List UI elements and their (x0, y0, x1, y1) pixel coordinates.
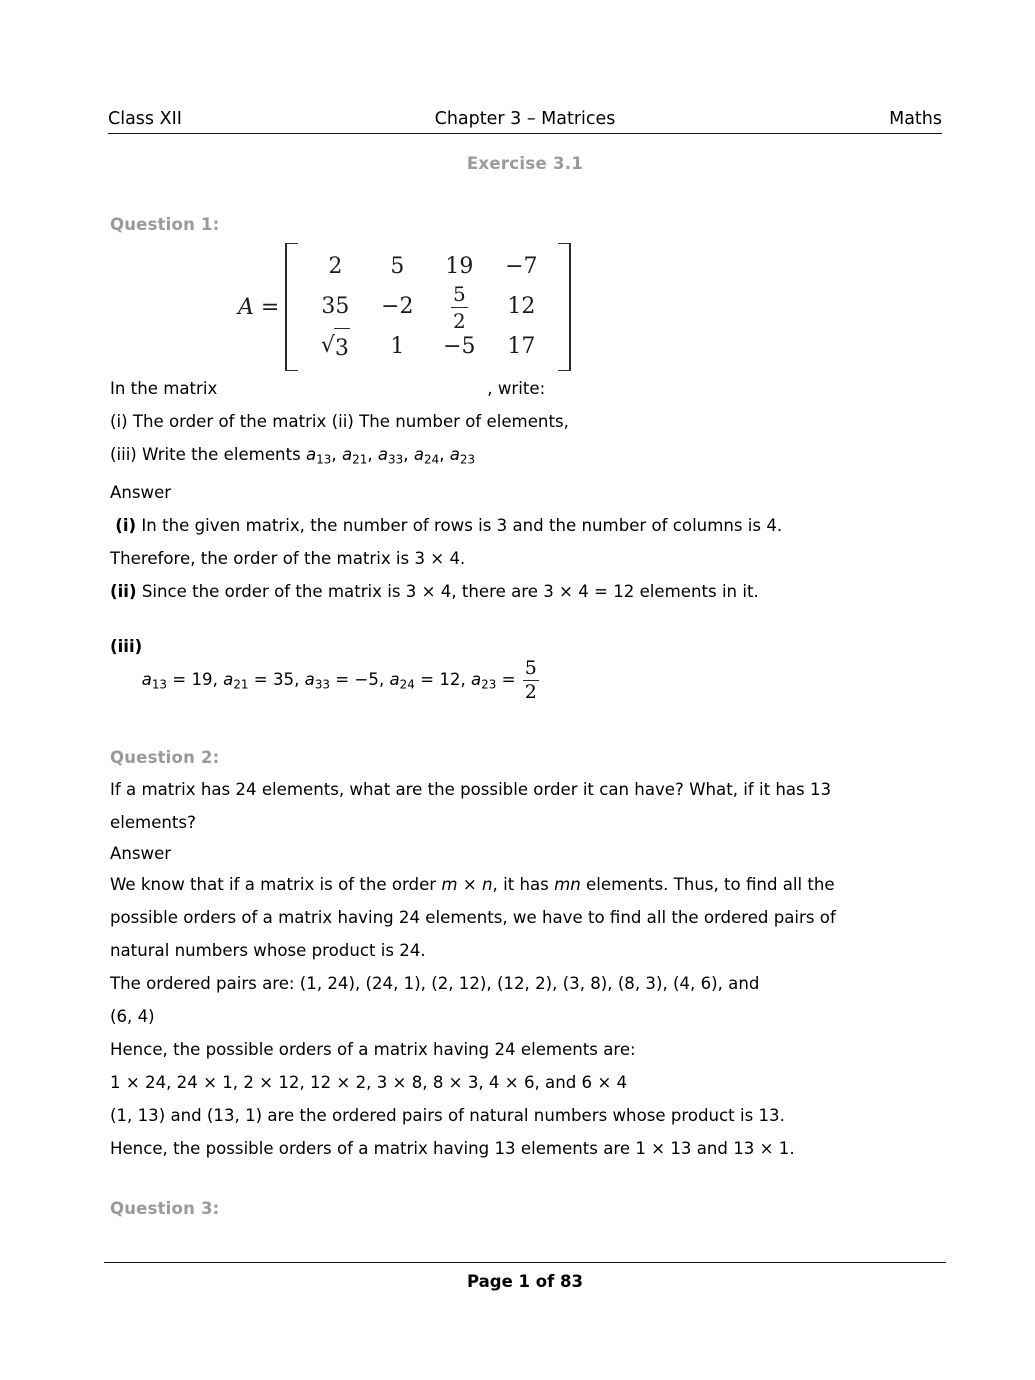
answer-a33-value: = −5, (330, 670, 390, 690)
element-a13: $a_{13}$ (306, 445, 332, 467)
question-2-answer-line-8: (1, 13) and (13, 1) are the ordered pairs of natural numbers whose product is 13. (110, 1106, 785, 1126)
matrix-left-bracket (285, 243, 298, 371)
answer-i-label: (i) (115, 516, 137, 536)
intro-prefix-text: In the matrix (110, 379, 218, 398)
question-3-heading: Question 3: (110, 1199, 220, 1219)
square-root-icon: √ 3 (321, 326, 350, 369)
question-2-answer-line-2: possible orders of a matrix having 24 elements, we have to find all the ordered pairs of (110, 908, 836, 928)
element-a24: $a_{24}$ (413, 445, 440, 467)
matrix-cell-r3c1 (321, 327, 350, 367)
element-a23: $a_{23}$ (449, 445, 476, 467)
matrix-cell-r3c2: 1 (390, 334, 405, 359)
question-2-prompt-line-2: elements? (110, 813, 196, 833)
ans2-l1-part-a: We know that if a matrix is of the order (110, 875, 442, 895)
matrix-cell-r3c3: −5 (443, 334, 476, 359)
question-2-answer-line-6: Hence, the possible orders of a matrix having 24 elements are: (110, 1040, 636, 1060)
answer-ii-label: (ii) (110, 582, 137, 602)
matrix-cell-r2c1: 35 (321, 294, 350, 319)
answer-part-i (110, 509, 942, 542)
header-subject-label: Maths (889, 109, 942, 129)
answer-element-a23: $a_{23}$ (471, 670, 497, 692)
matrix-cell-r2c4: 12 (507, 294, 536, 319)
matrix-equation (238, 243, 571, 371)
matrix-graphic-zone (110, 243, 942, 383)
header-class-label: Class XII (108, 109, 182, 129)
question-2-heading: Question 2: (110, 748, 220, 768)
question-2-answer-line-9: Hence, the possible orders of a matrix having 13 elements are 1 × 13 and 13 × 1. (110, 1139, 795, 1159)
question-2-answer-line-7: 1 × 24, 24 × 1, 2 × 12, 12 × 2, 3 × 8, 8 × 3, 4 × 6, and 6 × 4 (110, 1073, 628, 1093)
question-1-part-i-ii: (i) The order of the matrix (ii) The number of elements, (110, 412, 569, 431)
matrix-cell-r2c2: −2 (381, 294, 414, 319)
answer-element-a33: $a_{33}$ (304, 670, 331, 692)
header-divider (108, 133, 942, 134)
answer-a24-value: = 12, (414, 670, 471, 690)
answer-element-a21: $a_{21}$ (223, 670, 249, 692)
intro-suffix-text: , write: (487, 379, 546, 398)
variable-mn: mn (554, 875, 581, 895)
answer-a23-value: = (496, 670, 521, 690)
answer-fraction-five-halves: $\frac{5}{2}$ (524, 657, 537, 704)
answer-part-i-line2: Therefore, the order of the matrix is 3 × 4. (110, 549, 466, 569)
answer-part-ii (110, 575, 942, 608)
matrix-cell-r3c4: 17 (507, 334, 536, 359)
matrix-name-label: A = (238, 294, 280, 320)
question-1-part-iii: (iii) Write the elements $a_{13}$, $a_{21}$, $a_{33}$, $a_{24}$, $a_{23}$ (110, 445, 476, 467)
page-header (108, 108, 942, 130)
exercise-title: Exercise 3.1 (466, 154, 584, 173)
question-2-prompt-line-1: If a matrix has 24 elements, what are the possible order it can have? What, if it has 13 (110, 780, 832, 800)
question-2-answer-label: Answer (110, 844, 172, 864)
question-2-answer-line-1 (110, 868, 942, 901)
answer-element-a24: $a_{24}$ (389, 670, 415, 692)
matrix-cell-r1c3: 19 (445, 254, 474, 279)
question-1-answer-label: Answer (110, 483, 172, 503)
header-chapter-title: Chapter 3 – Matrices (434, 109, 616, 129)
question-2-answer-line-4: The ordered pairs are: (1, 24), (24, 1), (2, 12), (12, 2), (3, 8), (8, 3), (4, 6), and (110, 974, 760, 994)
answer-part-iii (110, 630, 942, 714)
footer-divider (104, 1262, 946, 1263)
element-a33: $a_{33}$ (377, 445, 404, 467)
matrix-cell-r1c1: 2 (328, 254, 343, 279)
page-footer: Page 1 of 83 (467, 1272, 583, 1291)
answer-a13-value: = 19, (167, 670, 224, 690)
matrix-cell-r1c2: 5 (390, 254, 405, 279)
variable-n: n (482, 875, 493, 895)
answer-a21-value: = 35, (248, 670, 305, 690)
ans2-l1-part-c: , it has (492, 875, 555, 895)
element-a21: $a_{21}$ (341, 445, 368, 467)
question-2-answer-line-3: natural numbers whose product is 24. (110, 941, 426, 961)
matrix-fraction-five-halves: $\frac{5}{2}$ (451, 284, 468, 331)
matrix-right-bracket (558, 243, 571, 371)
answer-i-text: In the given matrix, the number of rows is 3 and the number of columns is 4. (136, 516, 783, 536)
fraction-bar (451, 307, 468, 308)
ans2-l1-part-d: elements. Thus, to find all the (580, 875, 835, 895)
matrix-cell-r1c4: −7 (505, 254, 538, 279)
question-1-heading: Question 1: (110, 215, 220, 234)
ans2-l1-times: × (457, 875, 483, 895)
matrix-cell-r2c3 (451, 281, 468, 333)
matrix-bracket-group (285, 243, 571, 371)
question-2-answer-line-5: (6, 4) (110, 1007, 155, 1027)
matrix-grid (298, 243, 558, 371)
variable-m: m (441, 875, 458, 895)
answer-iii-label: (iii) (110, 637, 143, 657)
part-iii-prefix: (iii) Write the elements (110, 445, 306, 464)
answer-element-a13: $a_{13}$ (141, 670, 168, 692)
answer-ii-text: Since the order of the matrix is 3 × 4, there are 3 × 4 = 12 elements in it. (136, 582, 759, 602)
